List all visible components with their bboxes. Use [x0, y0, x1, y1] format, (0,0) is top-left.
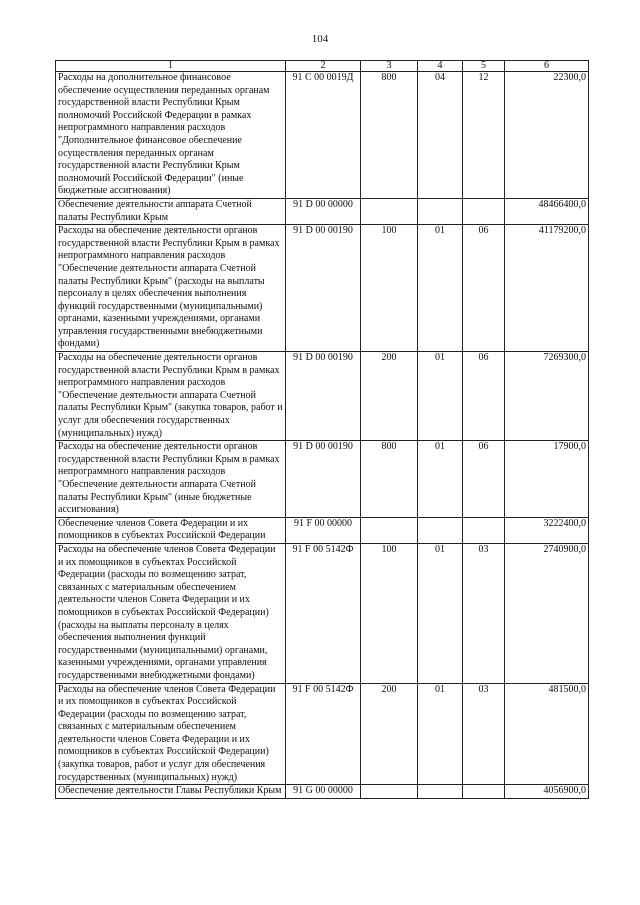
budget-table [55, 60, 589, 799]
section [418, 785, 463, 799]
expense-name: Расходы на обеспечение членов Совета Федерации и их помощников в субъектах Российской Федерации (расходы по возмещению затрат, связанных с материальным обеспечением деятельности членов Совета Федерации и их помощников в субъектах Российской Федерации) (закупка товаров, работ и услуг для обеспечения государственных (муниципальных) нужд) [56, 683, 286, 785]
expense-type: 800 [361, 72, 418, 199]
target-code: 91 F 00 5142Ф [286, 683, 361, 785]
target-code: 91 D 00 00190 [286, 225, 361, 352]
page-number: 104 [311, 33, 329, 45]
table-row [56, 517, 589, 543]
expense-name: Обеспечение деятельности Главы Республики Крым [56, 785, 286, 799]
expense-name: Обеспечение членов Совета Федерации и их помощников в субъектах Российской Федерации [56, 517, 286, 543]
table-header-row [56, 61, 589, 72]
expense-name: Расходы на обеспечение деятельности органов государственной власти Республики Крым в рамках непрограммного направления расходов "Обеспечение деятельности аппарата Счетной палаты Республики Крым" (расходы на выплаты персоналу в целях обеспечения выполнения функций государственными (муниципальными) органами, казенными учреждениями, органами управления государственными внебюджетными фондами) [56, 225, 286, 352]
expense-name: Расходы на дополнительное финансовое обеспечение осуществления переданных органам государственной власти Республики Крым полномочий Российской Федерации в рамках непрограммного направления расходов "Дополнительное финансовое обеспечение осуществления переданных органам государственной власти Республики Крым полномочий Российской Федерации" (иные бюджетные ассигнования) [56, 72, 286, 199]
subsection [463, 517, 505, 543]
target-code: 91 D 00 00190 [286, 352, 361, 441]
subsection [463, 198, 505, 224]
table-row [56, 225, 589, 352]
column-header: 5 [463, 61, 505, 72]
section [418, 517, 463, 543]
section: 01 [418, 352, 463, 441]
amount: 17900,0 [505, 441, 589, 518]
section: 01 [418, 225, 463, 352]
target-code: 91 D 00 00190 [286, 441, 361, 518]
subsection: 03 [463, 543, 505, 683]
table-row [56, 441, 589, 518]
subsection: 06 [463, 441, 505, 518]
subsection: 06 [463, 225, 505, 352]
section: 01 [418, 683, 463, 785]
expense-type: 200 [361, 352, 418, 441]
expense-name: Расходы на обеспечение деятельности органов государственной власти Республики Крым в рамках непрограммного направления расходов "Обеспечение деятельности аппарата Счетной палаты Республики Крым" (иные бюджетные ассигнования) [56, 441, 286, 518]
section: 01 [418, 543, 463, 683]
expense-type [361, 517, 418, 543]
section: 01 [418, 441, 463, 518]
amount: 2740900,0 [505, 543, 589, 683]
target-code: 91 F 00 00000 [286, 517, 361, 543]
expense-type: 100 [361, 543, 418, 683]
expense-name: Обеспечение деятельности аппарата Счетной палаты Республики Крым [56, 198, 286, 224]
expense-name: Расходы на обеспечение деятельности органов государственной власти Республики Крым в рамках непрограммного направления расходов "Обеспечение деятельности аппарата Счетной палаты Республики Крым" (закупка товаров, работ и услуг для обеспечения государственных (муниципальных) нужд) [56, 352, 286, 441]
column-header: 3 [361, 61, 418, 72]
section: 04 [418, 72, 463, 199]
column-header: 6 [505, 61, 589, 72]
target-code: 91 D 00 00000 [286, 198, 361, 224]
table-row [56, 352, 589, 441]
amount: 48466400,0 [505, 198, 589, 224]
amount: 3222400,0 [505, 517, 589, 543]
expense-type: 200 [361, 683, 418, 785]
target-code: 91 G 00 00000 [286, 785, 361, 799]
expense-type [361, 198, 418, 224]
subsection: 12 [463, 72, 505, 199]
amount: 41179200,0 [505, 225, 589, 352]
expense-type: 100 [361, 225, 418, 352]
subsection [463, 785, 505, 799]
table-row [56, 72, 589, 199]
amount: 22300,0 [505, 72, 589, 199]
expense-type [361, 785, 418, 799]
amount: 4056900,0 [505, 785, 589, 799]
subsection: 06 [463, 352, 505, 441]
column-header: 1 [56, 61, 286, 72]
table-row [56, 785, 589, 799]
column-header: 4 [418, 61, 463, 72]
table-row [56, 683, 589, 785]
amount: 481500,0 [505, 683, 589, 785]
subsection: 03 [463, 683, 505, 785]
section [418, 198, 463, 224]
target-code: 91 С 00 0019Д [286, 72, 361, 199]
table-row [56, 198, 589, 224]
column-header: 2 [286, 61, 361, 72]
expense-name: Расходы на обеспечение членов Совета Федерации и их помощников в субъектах Российской Федерации (расходы по возмещению затрат, связанных с материальным обеспечением деятельности членов Совета Федерации и их помощников в субъектах Российской Федерации) (расходы на выплаты персоналу в целях обеспечения выполнения функций государственными (муниципальными) органами, казенными учреждениями, органами управления государственными внебюджетными фондами) [56, 543, 286, 683]
expense-type: 800 [361, 441, 418, 518]
amount: 7269300,0 [505, 352, 589, 441]
table-row [56, 543, 589, 683]
target-code: 91 F 00 5142Ф [286, 543, 361, 683]
